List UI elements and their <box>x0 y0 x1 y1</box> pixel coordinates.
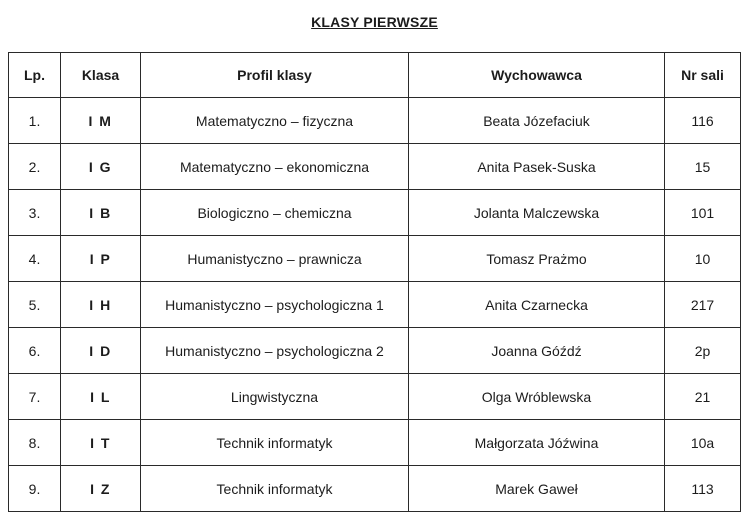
cell-klasa: I G <box>61 144 141 190</box>
cell-lp: 7. <box>9 374 61 420</box>
cell-profil: Matematyczno – ekonomiczna <box>141 144 409 190</box>
table-row <box>9 328 741 374</box>
cell-sala: 113 <box>665 466 741 512</box>
cell-sala: 217 <box>665 282 741 328</box>
cell-profil: Humanistyczno – psychologiczna 2 <box>141 328 409 374</box>
cell-klasa: I H <box>61 282 141 328</box>
cell-sala: 2p <box>665 328 741 374</box>
cell-profil: Humanistyczno – psychologiczna 1 <box>141 282 409 328</box>
cell-wychowawca: Anita Czarnecka <box>409 282 665 328</box>
cell-sala: 101 <box>665 190 741 236</box>
column-header-profil: Profil klasy <box>141 53 409 98</box>
column-header-lp: Lp. <box>9 53 61 98</box>
cell-wychowawca: Jolanta Malczewska <box>409 190 665 236</box>
cell-lp: 3. <box>9 190 61 236</box>
cell-klasa: I Z <box>61 466 141 512</box>
cell-wychowawca: Tomasz Prażmo <box>409 236 665 282</box>
cell-profil: Biologiczno – chemiczna <box>141 190 409 236</box>
cell-klasa: I P <box>61 236 141 282</box>
cell-klasa: I B <box>61 190 141 236</box>
cell-lp: 5. <box>9 282 61 328</box>
cell-lp: 9. <box>9 466 61 512</box>
table-row <box>9 98 741 144</box>
cell-sala: 10a <box>665 420 741 466</box>
cell-wychowawca: Joanna Góźdź <box>409 328 665 374</box>
column-header-klasa: Klasa <box>61 53 141 98</box>
table-row <box>9 282 741 328</box>
table-body <box>9 98 741 512</box>
cell-profil: Humanistyczno – prawnicza <box>141 236 409 282</box>
cell-wychowawca: Małgorzata Jóźwina <box>409 420 665 466</box>
cell-wychowawca: Olga Wróblewska <box>409 374 665 420</box>
header-row <box>9 53 741 98</box>
table-row <box>9 190 741 236</box>
cell-profil: Technik informatyk <box>141 420 409 466</box>
cell-wychowawca: Marek Gaweł <box>409 466 665 512</box>
classes-table <box>8 52 741 512</box>
cell-profil: Lingwistyczna <box>141 374 409 420</box>
cell-wychowawca: Beata Józefaciuk <box>409 98 665 144</box>
cell-lp: 2. <box>9 144 61 190</box>
page-title: KLASY PIERWSZE <box>311 14 438 30</box>
cell-profil: Technik informatyk <box>141 466 409 512</box>
cell-klasa: I D <box>61 328 141 374</box>
table-row <box>9 420 741 466</box>
cell-klasa: I T <box>61 420 141 466</box>
cell-klasa: I L <box>61 374 141 420</box>
table-row <box>9 374 741 420</box>
table-row <box>9 466 741 512</box>
column-header-wychowawca: Wychowawca <box>409 53 665 98</box>
cell-wychowawca: Anita Pasek-Suska <box>409 144 665 190</box>
cell-profil: Matematyczno – fizyczna <box>141 98 409 144</box>
cell-lp: 8. <box>9 420 61 466</box>
cell-lp: 1. <box>9 98 61 144</box>
cell-sala: 116 <box>665 98 741 144</box>
table-header <box>9 53 741 98</box>
table-row <box>9 236 741 282</box>
cell-sala: 21 <box>665 374 741 420</box>
cell-lp: 6. <box>9 328 61 374</box>
cell-sala: 15 <box>665 144 741 190</box>
table-row <box>9 144 741 190</box>
cell-sala: 10 <box>665 236 741 282</box>
column-header-sala: Nr sali <box>665 53 741 98</box>
cell-lp: 4. <box>9 236 61 282</box>
cell-klasa: I M <box>61 98 141 144</box>
